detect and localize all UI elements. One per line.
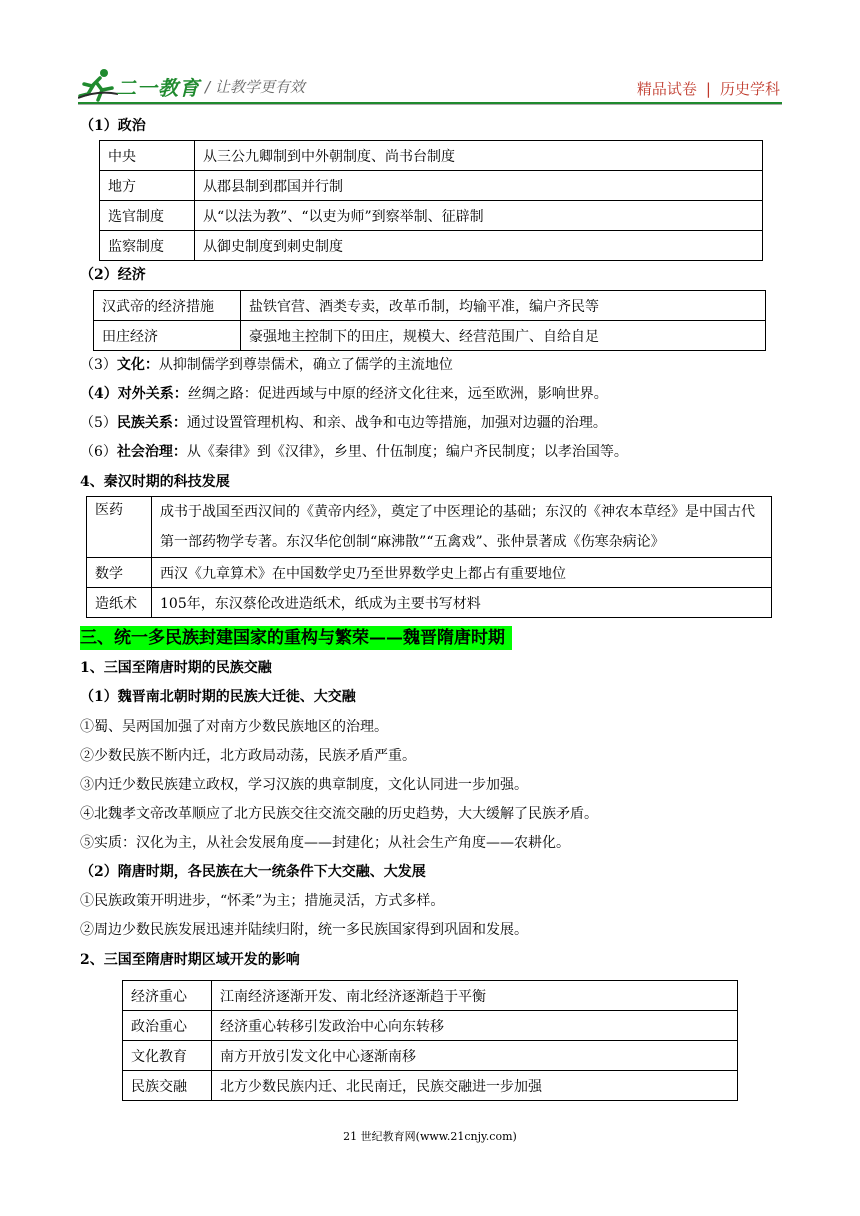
table-cell: 地方 xyxy=(100,171,195,201)
table-row xyxy=(123,1041,738,1071)
table-cell: 汉武帝的经济措施 xyxy=(94,291,241,321)
header-separator: | xyxy=(705,80,711,98)
table-cell: 江南经济逐渐开发、南北经济逐渐趋于平衡 xyxy=(212,981,738,1011)
table-cell: 盐铁官营、酒类专卖，改革币制，均输平准，编户齐民等 xyxy=(241,291,766,321)
table-cell: 从三公九卿制到中外朝制度、尚书台制度 xyxy=(195,141,763,171)
economy-table xyxy=(93,290,766,351)
item-text: 从抑制儒学到尊崇儒术，确立了儒学的主流地位 xyxy=(158,357,453,373)
economy-heading xyxy=(80,264,146,284)
logo-text: 二一教育 xyxy=(116,76,200,100)
economy-heading-num: （2） xyxy=(80,267,118,283)
list-item xyxy=(80,412,607,432)
list-item: ③内迁少数民族建立政权，学习汉族的典章制度，文化认同进一步加强。 xyxy=(80,777,528,793)
list-item: ①蜀、吴两国加强了对南方少数民族地区的治理。 xyxy=(80,719,388,735)
list-item: ①民族政策开明进步，“怀柔”为主；措施灵活，方式多样。 xyxy=(80,893,445,909)
header-subject xyxy=(637,78,780,99)
table-row xyxy=(87,497,772,558)
region-table xyxy=(122,980,738,1101)
item-label: 对外关系： xyxy=(117,386,188,402)
list-item xyxy=(80,354,453,374)
header-right-b: 历史学科 xyxy=(719,80,780,98)
item-label: 文化： xyxy=(116,357,159,373)
subheading-1a: （1）魏晋南北朝时期的民族大迁徙、大交融 xyxy=(80,689,356,705)
list-item: ②少数民族不断内迁，北方政局动荡，民族矛盾严重。 xyxy=(80,748,416,764)
list-item: ②周边少数民族发展迅速并陆续归附，统一多民族国家得到巩固和发展。 xyxy=(80,922,528,938)
table-cell: 北方少数民族内迁、北民南迁，民族交融进一步加强 xyxy=(212,1071,738,1101)
table-cell: 选官制度 xyxy=(100,201,195,231)
table-row xyxy=(123,1071,738,1101)
item-label: 民族关系： xyxy=(116,415,187,431)
table-row xyxy=(123,1011,738,1041)
table-row xyxy=(94,321,766,351)
table-row xyxy=(87,588,772,618)
tech-table xyxy=(86,496,772,618)
table-cell: 经济重心转移引发政治中心向东转移 xyxy=(212,1011,738,1041)
table-cell: 豪强地主控制下的田庄，规模大、经营范围广、自给自足 xyxy=(241,321,766,351)
item-num: （6） xyxy=(80,444,117,460)
item-num: （5） xyxy=(80,415,117,431)
economy-heading-text: 经济 xyxy=(117,267,146,283)
table-row xyxy=(100,201,763,231)
table-row xyxy=(87,558,772,588)
page-footer: 21 世纪教育网(www.21cnjy.com) xyxy=(343,1130,517,1143)
slogan: / 让教学更有效 xyxy=(205,78,305,96)
table-cell: 田庄经济 xyxy=(94,321,241,351)
table-row xyxy=(94,291,766,321)
item-text: 通过设置管理机构、和亲、战争和屯边等措施，加强对边疆的治理。 xyxy=(186,415,607,431)
table-row xyxy=(123,981,738,1011)
table-cell: 造纸术 xyxy=(87,588,152,618)
item-num: （4） xyxy=(80,386,118,402)
table-cell: 105年，东汉蔡伦改进造纸术，纸成为主要书写材料 xyxy=(152,588,772,618)
table-cell: 政治重心 xyxy=(123,1011,212,1041)
header-right-a: 精品试卷 xyxy=(636,80,697,98)
table-cell: 南方开放引发文化中心逐渐南移 xyxy=(212,1041,738,1071)
politics-heading-num: （1） xyxy=(80,118,118,134)
table-row xyxy=(100,231,763,261)
table-cell: 经济重心 xyxy=(123,981,212,1011)
table-cell: 监察制度 xyxy=(100,231,195,261)
subheading-1b: （2）隋唐时期，各民族在大一统条件下大交融、大发展 xyxy=(80,864,426,880)
item-label: 社会治理： xyxy=(116,444,187,460)
politics-heading xyxy=(80,115,146,135)
list-item: ⑤实质：汉化为主，从社会发展角度——封建化；从社会生产角度——农耕化。 xyxy=(80,835,570,851)
table-cell: 中央 xyxy=(100,141,195,171)
table-cell: 从御史制度到刺史制度 xyxy=(195,231,763,261)
politics-heading-text: 政治 xyxy=(117,118,146,134)
header-divider-thin xyxy=(78,104,782,105)
section-banner: 三、统一多民族封建国家的重构与繁荣——魏晋隋唐时期 xyxy=(80,626,512,650)
list-item: ④北魏孝文帝改革顺应了北方民族交往交流交融的历史趋势，大大缓解了民族矛盾。 xyxy=(80,806,598,822)
table-cell: 医药 xyxy=(87,497,152,558)
list-item xyxy=(80,383,608,403)
table-row xyxy=(100,171,763,201)
runner-logo-icon xyxy=(78,68,118,102)
tech-heading: 4、秦汉时期的科技发展 xyxy=(80,474,230,490)
table-cell: 成书于战国至西汉间的《黄帝内经》，奠定了中医理论的基础；东汉的《神农本草经》是中国古代第一部药物学专著。东汉华佗创制“麻沸散”“五禽戏”、张仲景著成《伤寒杂病论》 xyxy=(152,497,772,558)
table-cell: 从郡县制到郡国并行制 xyxy=(195,171,763,201)
subheading-1: 1、三国至隋唐时期的民族交融 xyxy=(80,660,272,676)
table-cell: 西汉《九章算术》在中国数学史乃至世界数学史上都占有重要地位 xyxy=(152,558,772,588)
politics-table xyxy=(99,140,763,261)
table-cell: 民族交融 xyxy=(123,1071,212,1101)
table-cell: 数学 xyxy=(87,558,152,588)
item-text: 从《秦律》到《汉律》，乡里、什伍制度；编户齐民制度；以孝治国等。 xyxy=(186,444,628,460)
subheading-2: 2、三国至隋唐时期区域开发的影响 xyxy=(80,952,300,968)
item-num: （3） xyxy=(80,357,117,373)
list-item xyxy=(80,441,628,461)
item-text: 丝绸之路：促进西域与中原的经济文化往来，远至欧洲，影响世界。 xyxy=(187,386,608,402)
table-cell: 文化教育 xyxy=(123,1041,212,1071)
table-cell: 从“以法为教”、“以吏为师”到察举制、征辟制 xyxy=(195,201,763,231)
table-row xyxy=(100,141,763,171)
